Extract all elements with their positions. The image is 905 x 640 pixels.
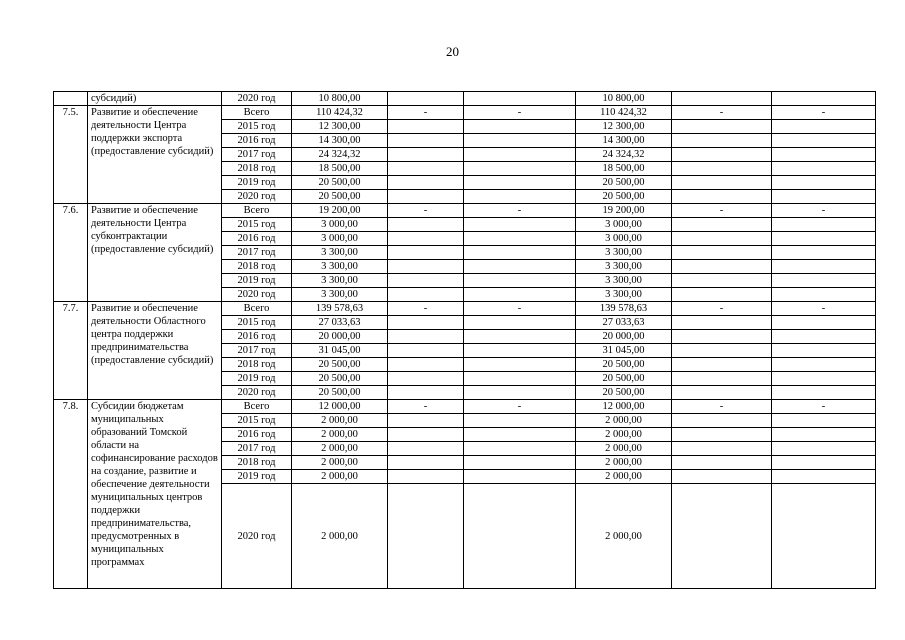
cell-regional: 27 033,63: [576, 316, 672, 330]
cell-year: 2018 год: [222, 358, 292, 372]
section-number: 7.7.: [54, 302, 88, 400]
cell-extra2: [772, 358, 876, 372]
cell-extra1: [672, 344, 772, 358]
cell-municipal: -: [464, 400, 576, 414]
cell-extra2: [772, 484, 876, 589]
cell-total: 3 300,00: [292, 260, 388, 274]
cell-total: 14 300,00: [292, 134, 388, 148]
cell-extra2: [772, 288, 876, 302]
cell-year: 2015 год: [222, 316, 292, 330]
section-name: Развитие и обеспечение деятельности Областного центра поддержки предпринимательства (предоставление субсидий): [88, 302, 222, 400]
cell-municipal: [464, 120, 576, 134]
cell-extra1: [672, 260, 772, 274]
cell-extra1: -: [672, 400, 772, 414]
cell-year: 2019 год: [222, 274, 292, 288]
cell-total: 2 000,00: [292, 442, 388, 456]
cell-municipal: [464, 484, 576, 589]
cell-total: 12 000,00: [292, 400, 388, 414]
cell-total: 20 500,00: [292, 176, 388, 190]
cell-year: 2018 год: [222, 456, 292, 470]
cell-regional: 19 200,00: [576, 204, 672, 218]
section-name: Развитие и обеспечение деятельности Центра поддержки экспорта (предоставление субсидий): [88, 106, 222, 204]
cell-extra1: [672, 470, 772, 484]
cell-extra1: [672, 232, 772, 246]
cell-regional: 12 000,00: [576, 400, 672, 414]
cell-municipal: [464, 456, 576, 470]
cell-year: 2016 год: [222, 232, 292, 246]
cell-federal: [388, 246, 464, 260]
cell-municipal: [464, 288, 576, 302]
cell-year: 2020 год: [222, 386, 292, 400]
cell-extra1: [672, 92, 772, 106]
cell-regional: 2 000,00: [576, 456, 672, 470]
cell-total: 3 000,00: [292, 218, 388, 232]
cell-regional: 12 300,00: [576, 120, 672, 134]
cell-regional: 2 000,00: [576, 442, 672, 456]
cell-total: 3 300,00: [292, 246, 388, 260]
cell-regional: 3 000,00: [576, 218, 672, 232]
cell-extra1: [672, 190, 772, 204]
cell-regional: 3 300,00: [576, 274, 672, 288]
section-number: 7.6.: [54, 204, 88, 302]
cell-federal: [388, 428, 464, 442]
cell-extra1: [672, 246, 772, 260]
cell-extra1: [672, 120, 772, 134]
cell-federal: [388, 414, 464, 428]
cell-municipal: [464, 232, 576, 246]
cell-extra2: -: [772, 106, 876, 120]
cell-federal: [388, 330, 464, 344]
cell-federal: [388, 484, 464, 589]
cell-extra2: [772, 470, 876, 484]
cell-year: Всего: [222, 106, 292, 120]
cell-total: 19 200,00: [292, 204, 388, 218]
cell-year: 2020 год: [222, 288, 292, 302]
cell-municipal: [464, 148, 576, 162]
cell-federal: [388, 288, 464, 302]
cell-extra1: -: [672, 302, 772, 316]
cell-federal: [388, 372, 464, 386]
cell-federal: [388, 344, 464, 358]
cell-year: Всего: [222, 400, 292, 414]
cell-federal: -: [388, 106, 464, 120]
cell-municipal: [464, 330, 576, 344]
cell-regional: 10 800,00: [576, 92, 672, 106]
cell-regional: 20 500,00: [576, 372, 672, 386]
cell-municipal: [464, 442, 576, 456]
cell-extra2: [772, 274, 876, 288]
cell-year: 2016 год: [222, 330, 292, 344]
table-row: [54, 106, 876, 120]
table-body: [54, 92, 876, 589]
cell-extra2: [772, 162, 876, 176]
cell-name: субсидий): [88, 92, 222, 106]
cell-federal: -: [388, 400, 464, 414]
cell-federal: [388, 456, 464, 470]
cell-total: 3 300,00: [292, 274, 388, 288]
cell-year: 2018 год: [222, 162, 292, 176]
cell-extra2: [772, 120, 876, 134]
cell-year: 2017 год: [222, 246, 292, 260]
cell-total: 31 045,00: [292, 344, 388, 358]
cell-federal: [388, 134, 464, 148]
cell-regional: 18 500,00: [576, 162, 672, 176]
cell-extra2: [772, 442, 876, 456]
cell-federal: [388, 148, 464, 162]
cell-total: 139 578,63: [292, 302, 388, 316]
cell-municipal: [464, 134, 576, 148]
cell-total: 3 000,00: [292, 232, 388, 246]
cell-extra2: [772, 428, 876, 442]
cell-municipal: [464, 190, 576, 204]
table-row: [54, 302, 876, 316]
cell-total: 2 000,00: [292, 484, 388, 589]
table-row: [54, 400, 876, 414]
cell-extra1: -: [672, 204, 772, 218]
cell-extra1: [672, 358, 772, 372]
cell-extra2: [772, 148, 876, 162]
cell-extra2: [772, 260, 876, 274]
cell-year: Всего: [222, 204, 292, 218]
cell-extra1: [672, 218, 772, 232]
cell-municipal: [464, 176, 576, 190]
cell-total: 20 000,00: [292, 330, 388, 344]
cell-total: 2 000,00: [292, 470, 388, 484]
cell-regional: 20 500,00: [576, 386, 672, 400]
cell-total: 10 800,00: [292, 92, 388, 106]
cell-extra1: [672, 274, 772, 288]
cell-extra2: [772, 456, 876, 470]
budget-table: [53, 91, 876, 589]
cell-regional: 20 500,00: [576, 358, 672, 372]
cell-extra1: [672, 330, 772, 344]
cell-municipal: [464, 414, 576, 428]
cell-extra2: [772, 190, 876, 204]
cell-municipal: [464, 344, 576, 358]
cell-federal: [388, 232, 464, 246]
cell-federal: [388, 92, 464, 106]
cell-federal: [388, 120, 464, 134]
cell-total: 2 000,00: [292, 428, 388, 442]
cell-regional: 139 578,63: [576, 302, 672, 316]
cell-regional: 2 000,00: [576, 470, 672, 484]
cell-extra1: [672, 372, 772, 386]
cell-extra2: [772, 344, 876, 358]
cell-federal: [388, 274, 464, 288]
cell-year: 2019 год: [222, 372, 292, 386]
cell-extra2: -: [772, 400, 876, 414]
cell-federal: [388, 316, 464, 330]
cell-extra2: [772, 316, 876, 330]
cell-extra1: [672, 414, 772, 428]
cell-regional: 24 324,32: [576, 148, 672, 162]
cell-total: 2 000,00: [292, 414, 388, 428]
cell-year: 2020 год: [222, 484, 292, 589]
cell-regional: 20 500,00: [576, 190, 672, 204]
cell-municipal: [464, 372, 576, 386]
cell-federal: -: [388, 302, 464, 316]
cell-federal: [388, 442, 464, 456]
cell-federal: [388, 218, 464, 232]
cell-federal: [388, 358, 464, 372]
cell-extra1: [672, 162, 772, 176]
cell-extra2: [772, 232, 876, 246]
cell-extra2: [772, 330, 876, 344]
cell-municipal: [464, 246, 576, 260]
cell-regional: 110 424,32: [576, 106, 672, 120]
cell-extra1: [672, 176, 772, 190]
cell-municipal: [464, 260, 576, 274]
cell-extra1: [672, 456, 772, 470]
cell-year: 2020 год: [222, 92, 292, 106]
cell-total: 2 000,00: [292, 456, 388, 470]
cell-regional: 31 045,00: [576, 344, 672, 358]
section-name: Развитие и обеспечение деятельности Центра субконтрактации (предоставление субсидий): [88, 204, 222, 302]
cell-extra2: [772, 92, 876, 106]
continuation-row: [54, 92, 876, 106]
cell-year: 2018 год: [222, 260, 292, 274]
cell-municipal: [464, 274, 576, 288]
cell-regional: 3 300,00: [576, 260, 672, 274]
cell-extra2: [772, 134, 876, 148]
cell-total: 3 300,00: [292, 288, 388, 302]
cell-extra1: [672, 428, 772, 442]
cell-year: 2016 год: [222, 134, 292, 148]
cell-federal: [388, 162, 464, 176]
cell-regional: 3 300,00: [576, 246, 672, 260]
cell-municipal: [464, 470, 576, 484]
cell-year: 2015 год: [222, 414, 292, 428]
cell-extra2: -: [772, 204, 876, 218]
cell-municipal: [464, 428, 576, 442]
cell-year: 2015 год: [222, 120, 292, 134]
cell-year: 2019 год: [222, 470, 292, 484]
cell-extra1: [672, 386, 772, 400]
cell-extra2: [772, 176, 876, 190]
cell-year: 2017 год: [222, 442, 292, 456]
cell-year: 2020 год: [222, 190, 292, 204]
cell-regional: 2 000,00: [576, 414, 672, 428]
cell-total: 20 500,00: [292, 190, 388, 204]
cell-extra2: [772, 218, 876, 232]
cell-year: Всего: [222, 302, 292, 316]
cell-municipal: [464, 162, 576, 176]
section-number: 7.8.: [54, 400, 88, 589]
cell-federal: [388, 190, 464, 204]
cell-federal: [388, 386, 464, 400]
cell-regional: 2 000,00: [576, 428, 672, 442]
cell-total: 18 500,00: [292, 162, 388, 176]
cell-year: 2019 год: [222, 176, 292, 190]
section-number: 7.5.: [54, 106, 88, 204]
cell-extra1: [672, 148, 772, 162]
cell-municipal: -: [464, 302, 576, 316]
table-row: [54, 204, 876, 218]
cell-regional: 2 000,00: [576, 484, 672, 589]
cell-extra1: [672, 484, 772, 589]
cell-federal: [388, 470, 464, 484]
cell-extra1: [672, 134, 772, 148]
cell-total: 20 500,00: [292, 386, 388, 400]
cell-total: 12 300,00: [292, 120, 388, 134]
cell-municipal: -: [464, 106, 576, 120]
cell-extra2: [772, 386, 876, 400]
cell-total: 110 424,32: [292, 106, 388, 120]
cell-extra1: [672, 442, 772, 456]
cell-extra1: -: [672, 106, 772, 120]
cell-extra2: [772, 246, 876, 260]
cell-extra2: [772, 414, 876, 428]
cell-regional: 3 300,00: [576, 288, 672, 302]
cell-regional: 20 000,00: [576, 330, 672, 344]
page-number: 20: [446, 44, 459, 59]
cell-num: [54, 92, 88, 106]
cell-regional: 14 300,00: [576, 134, 672, 148]
cell-regional: 20 500,00: [576, 176, 672, 190]
cell-year: 2016 год: [222, 428, 292, 442]
cell-municipal: [464, 218, 576, 232]
cell-federal: [388, 260, 464, 274]
cell-municipal: -: [464, 204, 576, 218]
cell-extra2: -: [772, 302, 876, 316]
cell-total: 27 033,63: [292, 316, 388, 330]
cell-extra1: [672, 316, 772, 330]
cell-year: 2017 год: [222, 148, 292, 162]
cell-federal: [388, 176, 464, 190]
cell-year: 2015 год: [222, 218, 292, 232]
cell-total: 24 324,32: [292, 148, 388, 162]
section-name: Субсидии бюджетам муниципальных образований Томской области на софинансирование расходов на создание, развитие и обеспечение деятельности муниципальных центров поддержки предпринимательства, предусмотренных в муниципальных программах: [88, 400, 222, 589]
cell-extra1: [672, 288, 772, 302]
cell-year: 2017 год: [222, 344, 292, 358]
cell-municipal: [464, 358, 576, 372]
cell-regional: 3 000,00: [576, 232, 672, 246]
cell-total: 20 500,00: [292, 358, 388, 372]
cell-total: 20 500,00: [292, 372, 388, 386]
cell-federal: -: [388, 204, 464, 218]
cell-municipal: [464, 316, 576, 330]
cell-extra2: [772, 372, 876, 386]
cell-municipal: [464, 386, 576, 400]
cell-municipal: [464, 92, 576, 106]
